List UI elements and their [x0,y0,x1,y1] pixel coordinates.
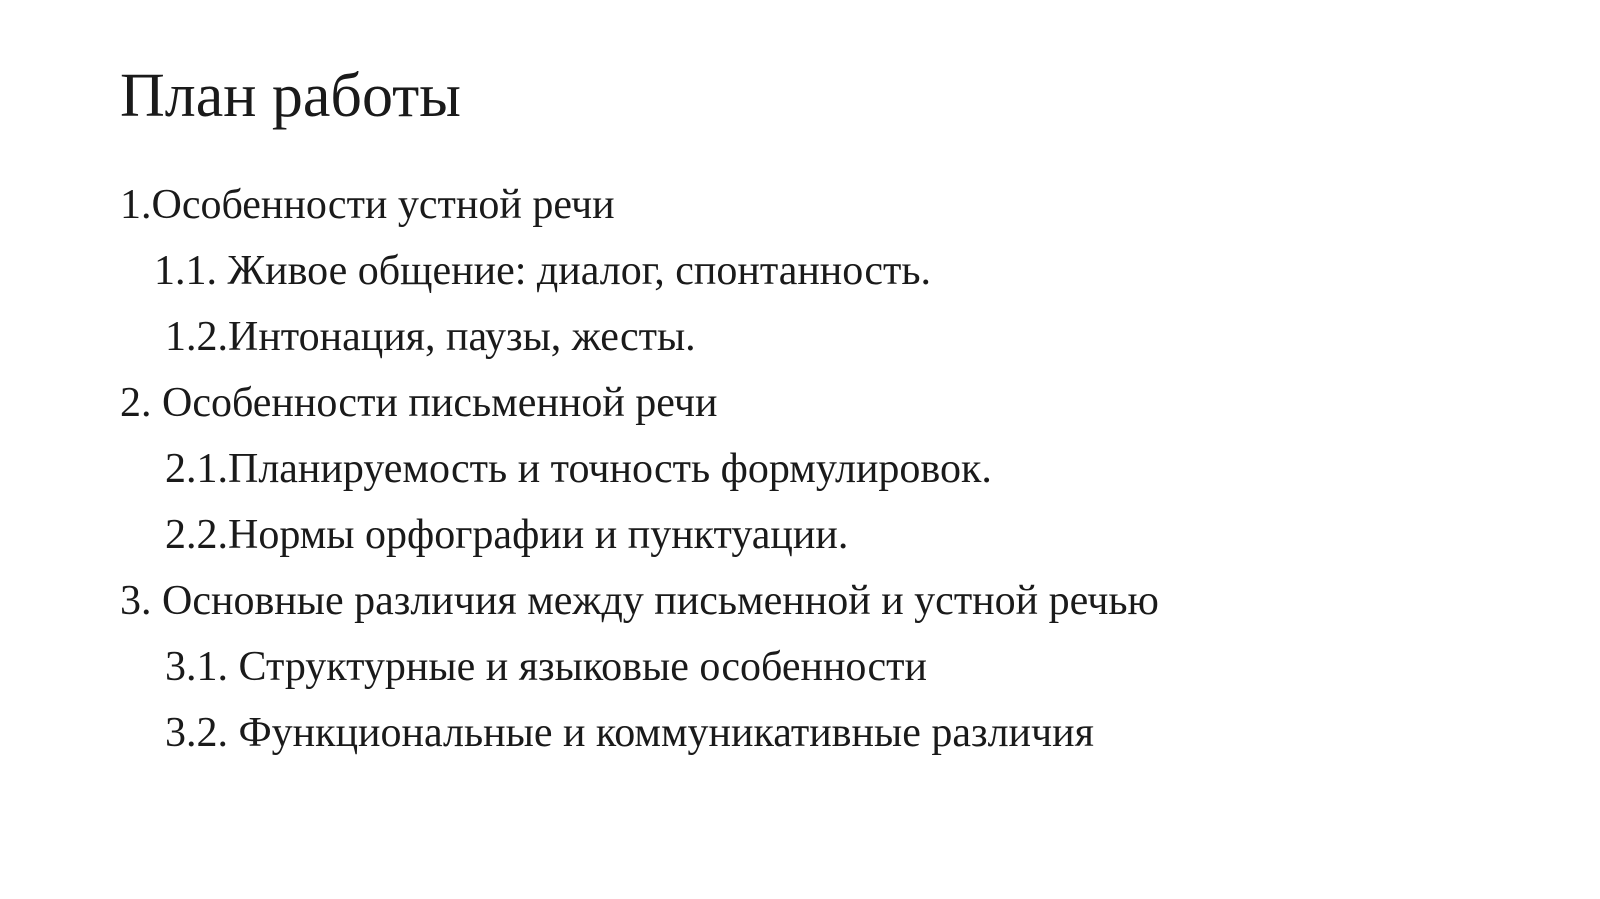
outline-item-2-1: 2.1.Планируемость и точность формулировок. [165,446,992,492]
outline-item-2-2: 2.2.Нормы орфографии и пунктуации. [165,512,849,558]
outline-item-3: 3. Основные различия между письменной и устной речью [120,578,1159,624]
outline-item-3-2: 3.2. Функциональные и коммуникативные различия [165,710,1094,756]
slide-title: План работы [120,62,461,130]
outline-item-2: 2. Особенности письменной речи [120,380,718,426]
outline-item-1-1: 1.1. Живое общение: диалог, спонтанность. [154,248,931,294]
outline-item-1-2: 1.2.Интонация, паузы, жесты. [165,314,696,360]
outline-item-1: 1.Особенности устной речи [120,182,615,228]
outline-item-3-1: 3.1. Структурные и языковые особенности [165,644,927,690]
outline-list [120,172,1159,766]
